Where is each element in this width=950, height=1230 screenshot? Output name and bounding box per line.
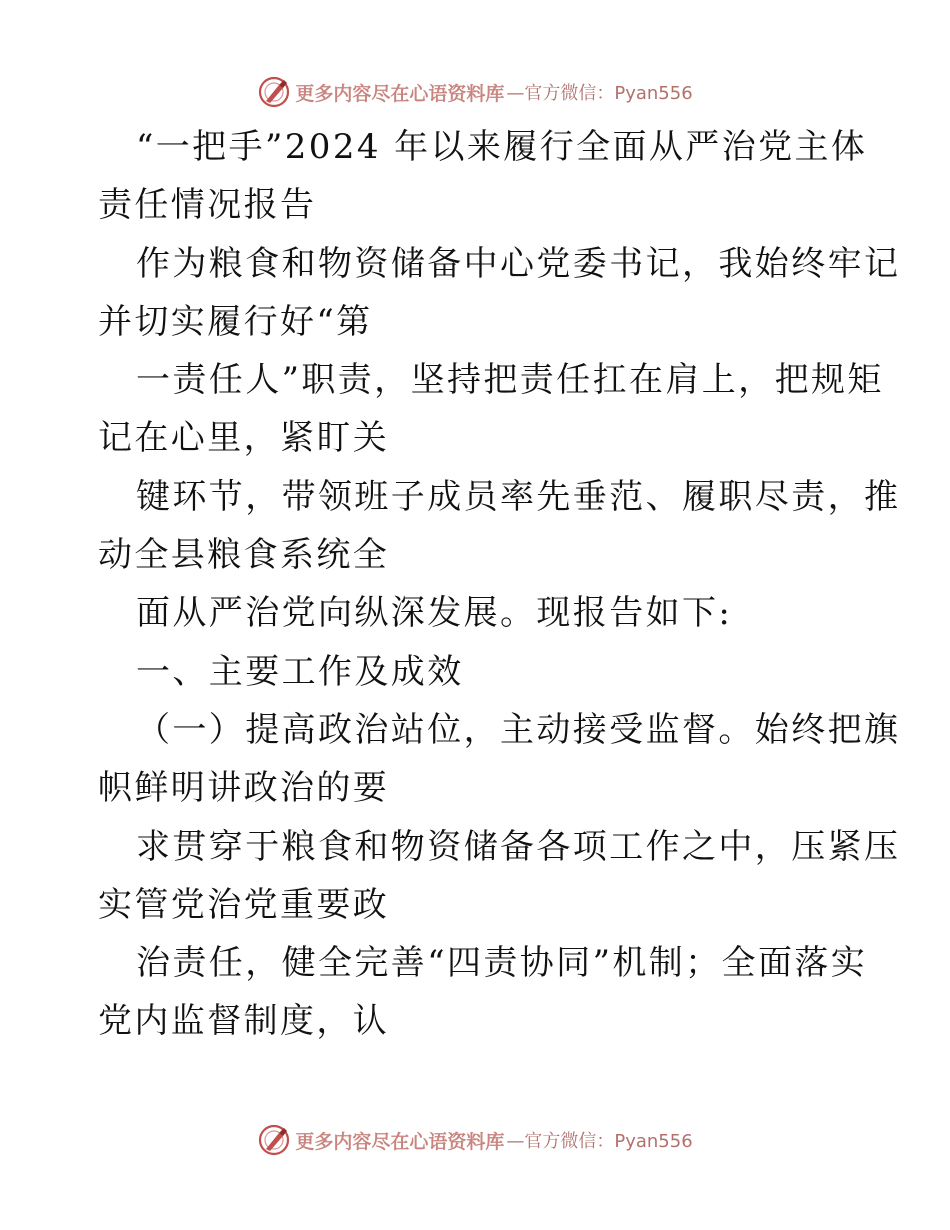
- paragraph-line: （一）提高政治站位，主动接受监督。始终把旗: [136, 709, 901, 750]
- pen-nib-logo-icon: [257, 75, 291, 109]
- paragraph-line: 党内监督制度，认: [98, 1001, 390, 1042]
- header-watermark: [0, 72, 950, 112]
- paragraph-line: 实管党治党重要政: [98, 884, 390, 925]
- watermark-brand-text: 更多内容尽在心语资料库: [295, 82, 505, 105]
- watermark-contact-text: —官方微信：Pyan556: [506, 83, 693, 104]
- paragraph-line: 记在心里，紧盯关: [98, 418, 390, 459]
- watermark-brand-text: 更多内容尽在心语资料库: [295, 1130, 505, 1153]
- paragraph-line: 面从严治党向纵深发展。现报告如下:: [136, 593, 733, 634]
- paragraph-line: 治责任，健全完善“四责协同”机制；全面落实: [136, 943, 868, 984]
- document-body: [98, 118, 901, 1051]
- paragraph-line: 求贯穿于粮食和物资储备各项工作之中，压紧压: [136, 826, 901, 867]
- paragraph-line: 动全县粮食系统全: [98, 535, 390, 576]
- paragraph-line: 并切实履行好“第: [98, 301, 373, 342]
- paragraph-line: 帜鲜明讲政治的要: [98, 768, 390, 809]
- paragraph-line: “一把手”2024 年以来履行全面从严治党主体: [136, 127, 868, 167]
- footer-watermark: [0, 1120, 950, 1160]
- watermark-contact-text: —官方微信：Pyan556: [506, 1131, 693, 1152]
- pen-nib-logo-icon: [257, 1123, 291, 1157]
- paragraph-line: 键环节，带领班子成员率先垂范、履职尽责，推: [136, 476, 901, 517]
- paragraph-line: 责任情况报告: [98, 185, 317, 226]
- paragraph-line: 一、主要工作及成效: [136, 651, 464, 692]
- paragraph-line: 一责任人”职责，坚持把责任扛在肩上，把规矩: [136, 360, 884, 401]
- paragraph-line: 作为粮食和物资储备中心党委书记，我始终牢记: [136, 243, 901, 284]
